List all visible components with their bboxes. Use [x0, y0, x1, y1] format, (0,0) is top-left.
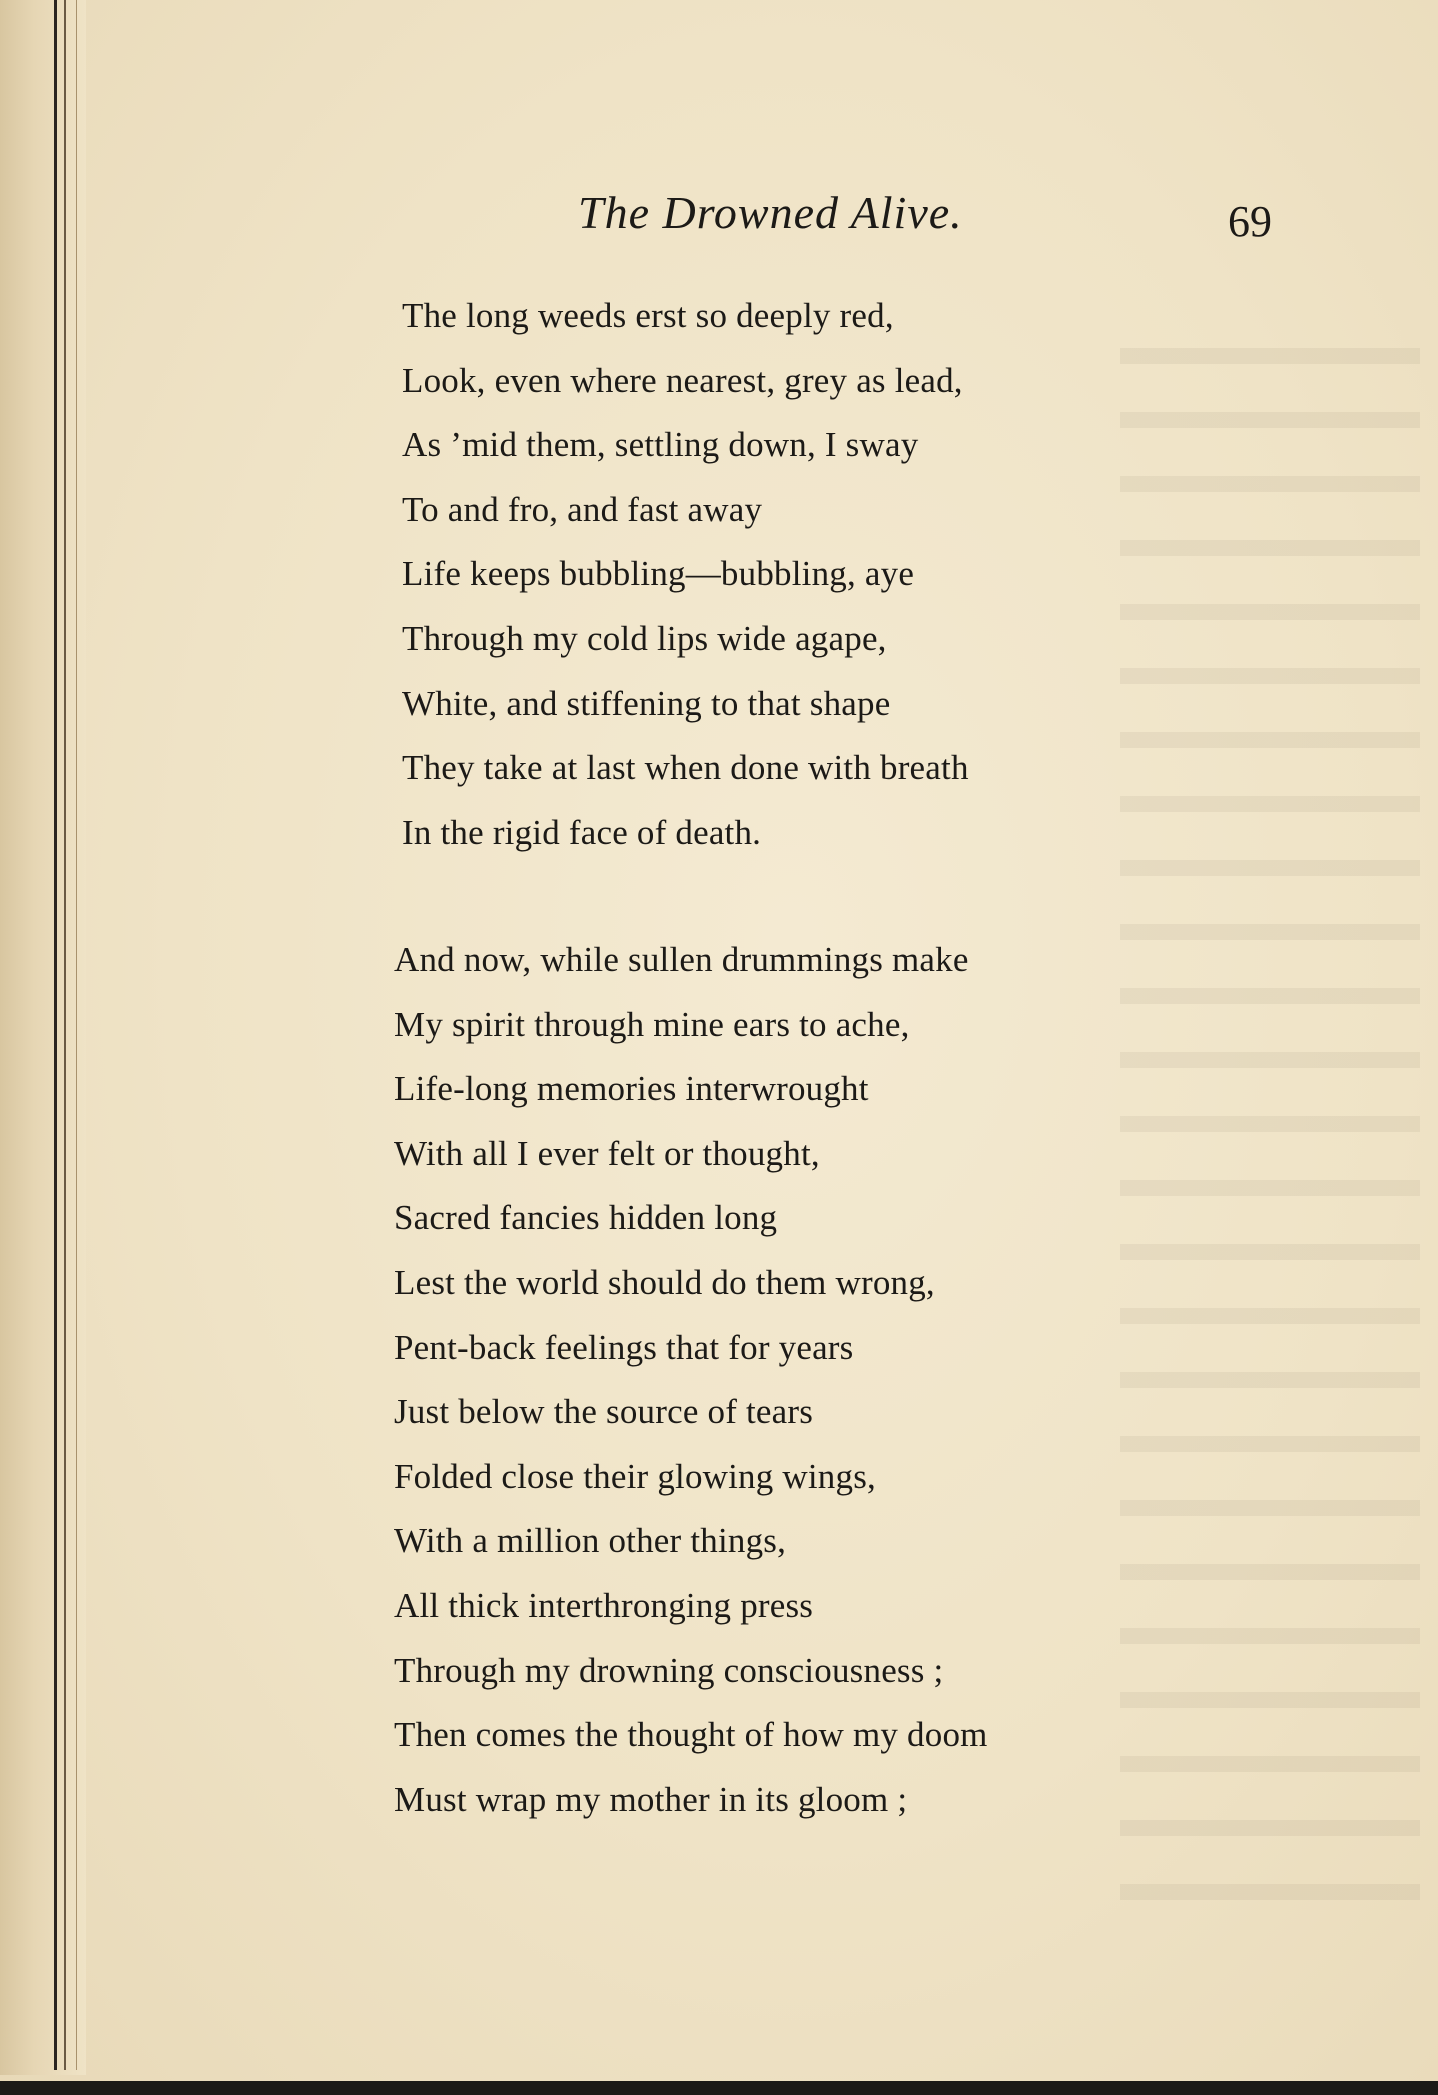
verse-line: Through my cold lips wide agape,: [402, 618, 887, 658]
verse-line: In the rigid face of death.: [402, 812, 762, 852]
verse-line: Folded close their glowing wings,: [394, 1456, 876, 1496]
verse-line: Through my drowning consciousness ;: [394, 1650, 944, 1690]
stanza-1: [402, 294, 969, 875]
verse-line: Life-long memories interwrought: [394, 1069, 869, 1109]
verse-line: Just below the source of tears: [394, 1392, 814, 1432]
verse-line: As ’mid them, settling down, I sway: [402, 425, 919, 465]
verse-line: All thick interthronging press: [394, 1585, 814, 1625]
verse-line: Pent-back feelings that for years: [394, 1327, 854, 1367]
verse-line: Life keeps bubbling—bubbling, aye: [402, 554, 915, 594]
verse-line: And now, while sullen drummings make: [394, 940, 969, 979]
show-through-shadow: [1120, 300, 1420, 1900]
verse-line: My spirit through mine ears to ache,: [394, 1004, 910, 1044]
verse-line: To and fro, and fast away: [402, 489, 763, 529]
stanza-2: [394, 938, 988, 1842]
verse-line: With all I ever felt or thought,: [394, 1133, 820, 1173]
binding-edge-line: [76, 0, 77, 2070]
verse-line: The long weeds erst so deeply red,: [402, 296, 894, 335]
verse-line: Lest the world should do them wrong,: [394, 1262, 935, 1302]
verse-line: Must wrap my mother in its gloom ;: [394, 1779, 908, 1819]
page-number: 69: [1228, 197, 1272, 246]
verse-line: White, and stiffening to that shape: [402, 683, 891, 723]
verse-line: Then comes the thought of how my doom: [394, 1715, 988, 1755]
binding-edge-line: [64, 0, 66, 2070]
running-head: The Drowned Alive.: [578, 187, 963, 238]
book-binding: [0, 0, 86, 2075]
verse-line: They take at last when done with breath: [402, 748, 969, 788]
verse-line: Sacred fancies hidden long: [394, 1198, 778, 1238]
page-bottom-edge: [0, 2081, 1438, 2095]
verse-line: With a million other things,: [394, 1521, 787, 1561]
binding-edge-line: [54, 0, 57, 2070]
verse-line: Look, even where nearest, grey as lead,: [402, 360, 963, 400]
